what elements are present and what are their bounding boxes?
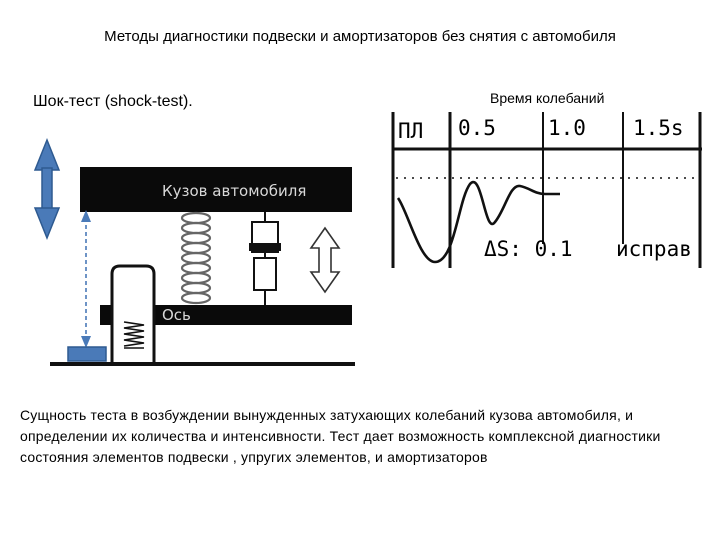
dashed-measurement-arrow (81, 210, 91, 348)
shock-absorber (250, 212, 280, 305)
oscilloscope-status-value: ΔS: 0.1 (484, 237, 573, 261)
axle-label: Ось (162, 306, 191, 324)
sensor-block (68, 347, 106, 361)
oscilloscope-status-result: исправ (616, 237, 692, 261)
slide-title: Методы диагностики подвески и амортизаторов без снятия с автомобиля (104, 28, 616, 45)
blue-double-arrow (35, 140, 59, 238)
time-tick-label-0: 0.5 (458, 116, 496, 140)
slide-subtitle: Шок-тест (shock-test). (33, 93, 193, 110)
white-double-arrow (311, 228, 339, 292)
oscilloscope-caption: Время колебаний (490, 90, 605, 106)
test-platform (112, 266, 154, 362)
test-description: Сущность теста в возбуждении вынужденных затухающих колебаний кузова автомобиля, и определении их количества и интенсивности. Тест дает возможность комплексной диагностики состояния элементов подвески , упругих элементов, и амортизаторов (20, 407, 661, 465)
suspension-diagram (35, 140, 355, 366)
car-body-label: Кузов автомобиля (162, 182, 307, 200)
oscilloscope-header-label: ПЛ (398, 119, 424, 143)
oscilloscope-screen (393, 112, 702, 268)
ground-line (50, 362, 355, 366)
coil-spring (182, 213, 210, 303)
time-tick-label-1: 1.0 (548, 116, 586, 140)
time-tick-label-2: 1.5s (633, 116, 684, 140)
